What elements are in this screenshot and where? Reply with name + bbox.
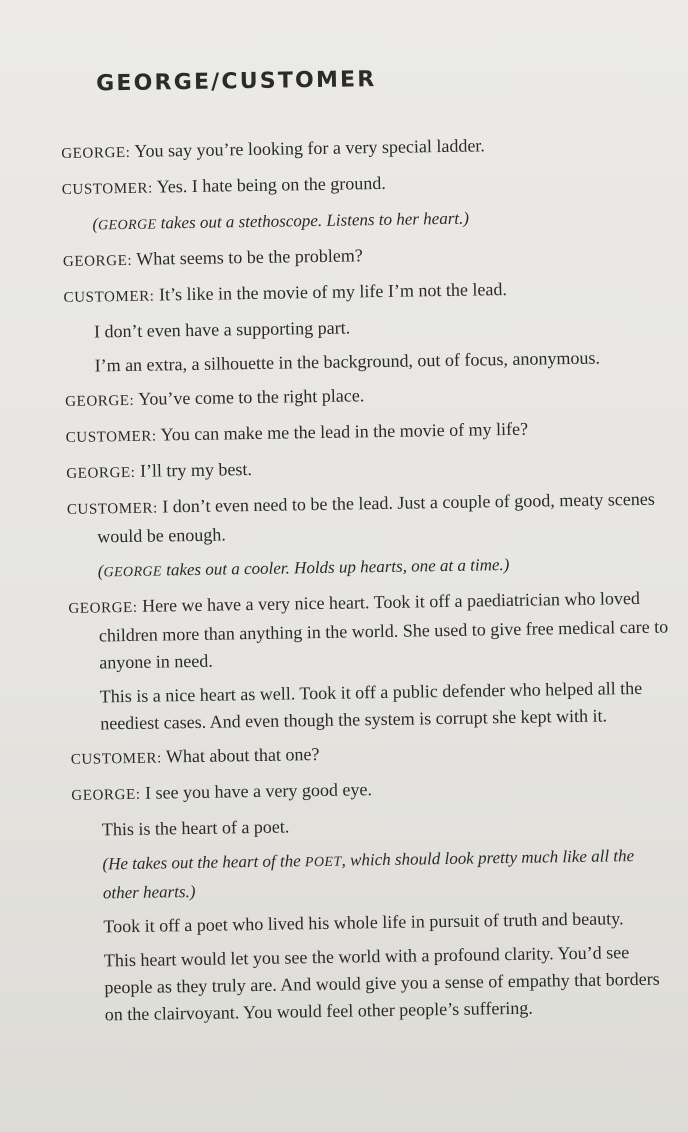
- dialogue-text: I’m an extra, a silhouette in the background, out of focus, anonymous.: [94, 347, 601, 376]
- dialogue-text: What about that one?: [165, 744, 320, 767]
- direction-text: , which should look pretty much like all the other hearts.: [102, 846, 635, 903]
- dialogue-line: [65, 378, 665, 416]
- dialogue-line: [67, 486, 668, 551]
- dialogue-text: What seems to be the problem?: [136, 245, 363, 269]
- dialogue-continuation: [70, 675, 671, 738]
- direction-open-paren: (: [97, 561, 104, 581]
- dialogue-text: I see you have a very good eye.: [144, 779, 373, 803]
- speaker-name: CUSTOMER:: [63, 288, 155, 306]
- dialogue-continuation: [74, 938, 675, 1028]
- dialogue-text: Here we have a very nice heart. Took it off a paediatrician who loved children more than anything in the world. She used to give free medical care to anyone in need.: [98, 587, 669, 673]
- direction-open-paren: (: [92, 214, 99, 234]
- dialogue-text: This heart would let you see the world with a profound clarity. You’d see people as they truly are. And would give you a sense of empathy that borders on the clairvoyant. You would feel other people’s suffering.: [103, 942, 660, 1025]
- direction-close-paren: ): [503, 555, 510, 575]
- dialogue-text: I don’t even need to be the lead. Just a couple of good, meaty scenes would be enough.: [97, 488, 655, 547]
- direction-close-paren: ): [463, 208, 470, 228]
- dialogue-line: [63, 238, 663, 276]
- dialogue-text: Yes. I hate being on the ground.: [156, 172, 386, 197]
- direction-text-lead: He takes out the heart of the: [107, 851, 306, 874]
- scene-title: GEORGE/CUSTOMER: [95, 67, 377, 97]
- direction-text: takes out a stethoscope. Listens to her heart.: [156, 208, 464, 233]
- dialogue-text: You say you’re looking for a very special ladder.: [134, 135, 486, 161]
- dialogue-text: You can make me the lead in the movie of my life?: [160, 418, 529, 445]
- dialogue-line: [62, 166, 662, 204]
- speaker-name: CUSTOMER:: [65, 428, 157, 446]
- dialogue-continuation: [72, 807, 672, 843]
- speaker-name: CUSTOMER:: [66, 500, 158, 518]
- dialogue-continuation: [73, 904, 673, 940]
- speaker-name: GEORGE:: [66, 464, 136, 482]
- speaker-name: CUSTOMER:: [70, 750, 162, 768]
- speaker-name: CUSTOMER:: [61, 180, 153, 198]
- dialogue-line: [66, 450, 666, 488]
- speaker-name: GEORGE:: [61, 144, 131, 162]
- dialogue-line: [71, 771, 671, 809]
- dialogue-line: [63, 274, 663, 312]
- dialogue-text: This is a nice heart as well. Took it off a public defender who helped all the neediest cases. And even though the system is corrupt she kept with it.: [99, 677, 643, 734]
- dialogue-line: [66, 414, 666, 452]
- speaker-name: GEORGE:: [65, 392, 135, 410]
- direction-open-paren: (: [102, 854, 109, 874]
- speaker-name: GEORGE:: [68, 599, 138, 617]
- dialogue-text: I don’t even have a supporting part.: [93, 317, 351, 342]
- dialogue-text: Took it off a poet who lived his whole life in pursuit of truth and beauty.: [103, 908, 624, 937]
- stage-direction: [68, 549, 668, 587]
- dialogue-continuation: [64, 310, 664, 346]
- dialogue-text: It’s like in the movie of my life I’m not the lead.: [158, 279, 508, 305]
- direction-text: takes out a cooler. Holds up hearts, one at a time.: [161, 555, 504, 580]
- direction-close-paren: ): [189, 881, 196, 902]
- speaker-name: GEORGE:: [62, 252, 133, 270]
- dialogue-text: I’ll try my best.: [139, 459, 253, 481]
- dialogue-continuation: [64, 344, 664, 380]
- dialogue-line: [68, 585, 669, 677]
- dialogue-text: This is the heart of a poet.: [101, 816, 290, 840]
- dialogue-line: [61, 130, 661, 168]
- direction-character-name: GEORGE: [97, 217, 157, 234]
- direction-character-name: GEORGE: [103, 564, 163, 581]
- dialogue-line: [71, 735, 671, 773]
- stage-direction: [72, 841, 673, 906]
- direction-character-name: POET: [304, 854, 342, 871]
- stage-direction: [62, 202, 662, 240]
- dialogue-text: You’ve come to the right place.: [138, 385, 365, 409]
- script-text: [60, 63, 675, 1036]
- speaker-name: GEORGE:: [71, 786, 141, 804]
